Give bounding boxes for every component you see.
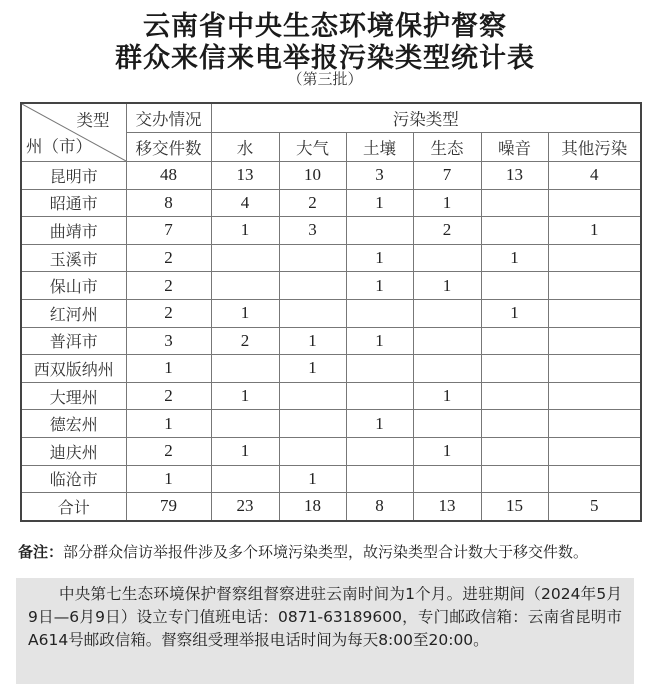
count-cell: 2: [211, 327, 279, 355]
count-cell: 1: [126, 465, 211, 493]
count-cell: 1: [481, 244, 548, 272]
region-name: 曲靖市: [21, 217, 126, 245]
column-header: 移交件数: [126, 133, 211, 162]
count-cell: 1: [346, 410, 413, 438]
count-cell: [413, 355, 481, 383]
region-name: 保山市: [21, 272, 126, 300]
count-cell: 2: [279, 189, 346, 217]
count-cell: [481, 272, 548, 300]
region-name: 昭通市: [21, 189, 126, 217]
info-text: 中央第七生态环境保护督察组督察进驻云南时间为1个月。进驻期间（2024年5月9日—6月9日）设立专门值班电话：0871-63189600，专门邮政信箱：云南省昆明市A614号邮政信箱。督察组受理举报电话时间为每天8:00至20:00。: [28, 585, 622, 649]
count-cell: 15: [481, 493, 548, 521]
table-row: [21, 382, 641, 410]
group-header-handled: 交办情况: [126, 103, 211, 133]
count-cell: 79: [126, 493, 211, 521]
region-name: 昆明市: [21, 162, 126, 190]
count-cell: [548, 299, 641, 327]
count-cell: 1: [211, 382, 279, 410]
count-cell: 2: [126, 382, 211, 410]
region-name: 德宏州: [21, 410, 126, 438]
count-cell: 7: [413, 162, 481, 190]
column-header: 大气: [279, 133, 346, 162]
count-cell: [279, 272, 346, 300]
count-cell: [346, 217, 413, 245]
count-cell: [279, 410, 346, 438]
table-row: [21, 465, 641, 493]
count-cell: 2: [126, 437, 211, 465]
count-cell: [413, 410, 481, 438]
column-header: 噪音: [481, 133, 548, 162]
count-cell: [481, 189, 548, 217]
pollution-stats-table: [20, 102, 642, 522]
count-cell: [211, 272, 279, 300]
count-cell: 5: [548, 493, 641, 521]
count-cell: 1: [211, 217, 279, 245]
count-cell: [279, 437, 346, 465]
count-cell: [211, 465, 279, 493]
region-name: 迪庆州: [21, 437, 126, 465]
footnote-text: 部分群众信访举报件涉及多个环境污染类型，故污染类型合计数大于移交件数。: [63, 543, 589, 561]
table-row: [21, 244, 641, 272]
count-cell: 1: [126, 355, 211, 383]
count-cell: 1: [413, 189, 481, 217]
count-cell: [413, 244, 481, 272]
count-cell: 1: [346, 272, 413, 300]
count-cell: 23: [211, 493, 279, 521]
count-cell: [346, 355, 413, 383]
region-name: 普洱市: [21, 327, 126, 355]
table-row: [21, 272, 641, 300]
count-cell: [481, 355, 548, 383]
count-cell: [346, 437, 413, 465]
footnote: [18, 541, 588, 562]
count-cell: 1: [413, 437, 481, 465]
table-row: [21, 327, 641, 355]
count-cell: 1: [548, 217, 641, 245]
column-header: 生态: [413, 133, 481, 162]
count-cell: [211, 244, 279, 272]
header-row-1: [21, 103, 641, 133]
count-cell: 10: [279, 162, 346, 190]
table-row: [21, 189, 641, 217]
count-cell: 3: [279, 217, 346, 245]
count-cell: 18: [279, 493, 346, 521]
count-cell: [548, 382, 641, 410]
count-cell: [413, 299, 481, 327]
region-name: 合计: [21, 493, 126, 521]
table-row: [21, 217, 641, 245]
table-row: [21, 410, 641, 438]
count-cell: 13: [413, 493, 481, 521]
count-cell: [279, 299, 346, 327]
table-row: [21, 162, 641, 190]
count-cell: 1: [211, 299, 279, 327]
count-cell: [548, 244, 641, 272]
count-cell: 1: [279, 355, 346, 383]
count-cell: [481, 437, 548, 465]
count-cell: 7: [126, 217, 211, 245]
count-cell: 1: [126, 410, 211, 438]
count-cell: [413, 465, 481, 493]
count-cell: 1: [211, 437, 279, 465]
count-cell: 1: [346, 244, 413, 272]
count-cell: 2: [126, 272, 211, 300]
count-cell: [481, 217, 548, 245]
info-box: [16, 578, 634, 684]
count-cell: 1: [481, 299, 548, 327]
count-cell: 2: [413, 217, 481, 245]
batch-subtitle: （第三批）: [287, 70, 363, 88]
corner-header-cell: [21, 103, 126, 162]
footnote-label: 备注：: [18, 543, 64, 561]
count-cell: 3: [346, 162, 413, 190]
group-header-pollution: 污染类型: [211, 103, 641, 133]
count-cell: [481, 410, 548, 438]
count-cell: 13: [481, 162, 548, 190]
count-cell: 1: [346, 189, 413, 217]
page-title-line1: 云南省中央生态环境保护督察: [143, 11, 507, 42]
count-cell: 1: [413, 382, 481, 410]
column-header: 水: [211, 133, 279, 162]
count-cell: 1: [279, 465, 346, 493]
count-cell: [481, 465, 548, 493]
count-cell: [279, 382, 346, 410]
count-cell: 4: [211, 189, 279, 217]
region-name: 玉溪市: [21, 244, 126, 272]
count-cell: [548, 189, 641, 217]
count-cell: [548, 327, 641, 355]
region-name: 临沧市: [21, 465, 126, 493]
count-cell: 48: [126, 162, 211, 190]
count-cell: [211, 355, 279, 383]
total-row: [21, 493, 641, 521]
count-cell: 13: [211, 162, 279, 190]
region-name: 红河州: [21, 299, 126, 327]
table-row: [21, 437, 641, 465]
count-cell: [481, 382, 548, 410]
count-cell: [548, 272, 641, 300]
count-cell: 3: [126, 327, 211, 355]
count-cell: [279, 244, 346, 272]
column-header: 其他污染: [548, 133, 641, 162]
page-title-line2: 群众来信来电举报污染类型统计表: [115, 43, 535, 74]
region-name: 大理州: [21, 382, 126, 410]
table-row: [21, 299, 641, 327]
column-header: 土壤: [346, 133, 413, 162]
count-cell: [346, 299, 413, 327]
count-cell: [346, 465, 413, 493]
type-axis-label: 类型: [76, 111, 110, 130]
count-cell: 8: [346, 493, 413, 521]
count-cell: 1: [279, 327, 346, 355]
count-cell: 2: [126, 244, 211, 272]
count-cell: [548, 410, 641, 438]
count-cell: 1: [346, 327, 413, 355]
count-cell: [481, 327, 548, 355]
count-cell: [548, 437, 641, 465]
count-cell: [346, 382, 413, 410]
count-cell: 1: [413, 272, 481, 300]
count-cell: [548, 465, 641, 493]
table-row: [21, 355, 641, 383]
region-axis-label: 州（市）: [26, 137, 92, 156]
count-cell: 2: [126, 299, 211, 327]
count-cell: [211, 410, 279, 438]
region-name: 西双版纳州: [21, 355, 126, 383]
count-cell: [413, 327, 481, 355]
count-cell: 8: [126, 189, 211, 217]
count-cell: [548, 355, 641, 383]
count-cell: 4: [548, 162, 641, 190]
